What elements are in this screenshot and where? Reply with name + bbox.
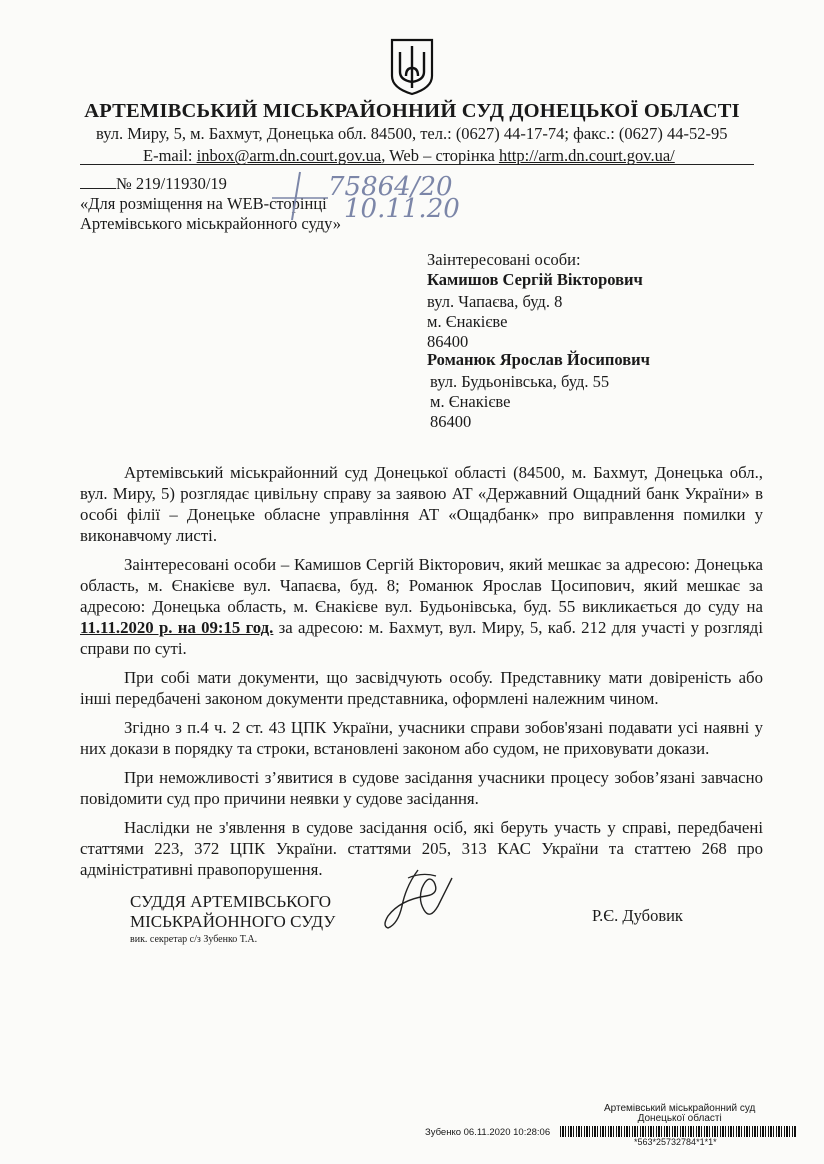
paragraph: При собі мати документи, що засвідчують особу. Представнику мати довіреність або інші передбачені законом документи представника, оформлені належним чином. xyxy=(80,668,763,708)
paragraph-text: за адресою: м. Бахмут, вул. Миру, 5, каб. 212 для участі у розгляді справи по суті. xyxy=(80,618,763,658)
paragraph: Згідно з п.4 ч. 2 ст. 43 ЦПК України, учасники справи зобов'язані подавати усі наявні у них докази в порядку та строки, встановлені законом або судом, не приховувати докази. xyxy=(80,718,763,758)
paragraph-text: Заінтересовані особи – Камишов Сергій Вікторович, який мешкає за адресою: Донецька область, м. Єнакієве вул. Чапаєва, буд. 8; Романюк Ярослав Цосипович, який мешкає за адресою: Донецька область, м. Єнакієве вул. Будьонівська, буд. 55 викликається до суду на xyxy=(80,555,763,616)
email-link[interactable]: inbox@arm.dn.court.gov.ua xyxy=(196,146,382,165)
court-contacts xyxy=(143,146,675,166)
case-number-text: № 219/11930/19 xyxy=(116,174,227,193)
header-divider xyxy=(80,164,754,165)
number-blank xyxy=(80,174,116,189)
handwritten-signature-icon xyxy=(378,866,458,936)
signature-title xyxy=(130,892,335,932)
case-number xyxy=(80,174,227,194)
coat-of-arms-icon xyxy=(388,38,436,96)
recipient-street: вул. Будьонівська, буд. 55 xyxy=(430,372,610,391)
email-label: E-mail: xyxy=(143,146,197,165)
web-label: , Web – сторінка xyxy=(381,146,499,165)
handwritten-registration-date: 10.11.20 xyxy=(344,194,460,224)
court-name: АРТЕМІВСЬКИЙ МІСЬКРАЙОННИЙ СУД ДОНЕЦЬКОЇ ОБЛАСТІ xyxy=(84,100,740,122)
barcode-icon xyxy=(560,1126,796,1137)
recipient-city: м. Єнакієве xyxy=(427,312,508,331)
hearing-date: 11.11.2020 р. на 09:15 год. xyxy=(80,618,274,637)
handwritten-slash-icon xyxy=(270,168,330,228)
paragraph: Наслідки не з'явлення в судове засідання осіб, які беруть участь у справі, передбачені статтями 223, 372 ЦПК України. статтями 205, 313 КАС України та статтею 268 про адміністративні правопорушення. xyxy=(80,818,763,879)
recipient-city: м. Єнакієве xyxy=(430,392,511,411)
web-note-line2: Артемівського міськрайонного суду» xyxy=(80,214,342,233)
footer-court-line1: Артемівський міськрайонний суд xyxy=(604,1103,756,1114)
signature-title-line1: СУДДЯ АРТЕМІВСЬКОГО xyxy=(130,892,332,911)
paragraph: Артемівський міськрайонний суд Донецької області (84500, м. Бахмут, Донецька обл., вул. Миру, 5) розглядає цивільну справу за заявою АТ «Державний Ощадний банк України» в особі філії – Донецьке обласне управління АТ «Ощадбанк» про виправлення помилки у виконавчому листі. xyxy=(80,463,763,545)
recipient-name: Романюк Ярослав Йосипович xyxy=(427,350,650,369)
footer-stamp: Зубенко 06.11.2020 10:28:06 xyxy=(425,1127,551,1138)
footer-court-line2: Донецької області xyxy=(637,1113,722,1124)
paragraph: При неможливості з’явитися в судове засідання учасники процесу зобов’язані завчасно повідомити суд про причини неявки у судове засідання. xyxy=(80,768,763,808)
court-address: вул. Миру, 5, м. Бахмут, Донецька обл. 84500, тел.: (0627) 44-17-74; факс.: (0627) 44-52-95 xyxy=(96,124,728,143)
handwritten-registration-number: 75864/20 xyxy=(328,172,453,202)
barcode-code: *563*25732784*1*1* xyxy=(634,1137,717,1147)
judge-name: Р.Є. Дубовик xyxy=(592,906,683,925)
secretary-note: вик. секретар с/з Зубенко Т.А. xyxy=(130,934,258,945)
footer-court xyxy=(604,1104,755,1124)
recipient-street: вул. Чапаєва, буд. 8 xyxy=(427,292,563,311)
recipient-name: Камишов Сергій Вікторович xyxy=(427,270,643,289)
signature-title-line2: МІСЬКРАЙОННОГО СУДУ xyxy=(130,912,336,931)
web-link[interactable]: http://arm.dn.court.gov.ua/ xyxy=(498,146,675,165)
recipient-zip: 86400 xyxy=(427,332,469,351)
letter-body xyxy=(80,462,763,888)
web-note-line1: «Для розміщення на WEB-сторінці xyxy=(80,194,327,213)
recipients-heading: Заінтересовані особи: xyxy=(427,250,581,269)
paragraph xyxy=(80,554,763,659)
recipient-zip: 86400 xyxy=(430,412,472,431)
